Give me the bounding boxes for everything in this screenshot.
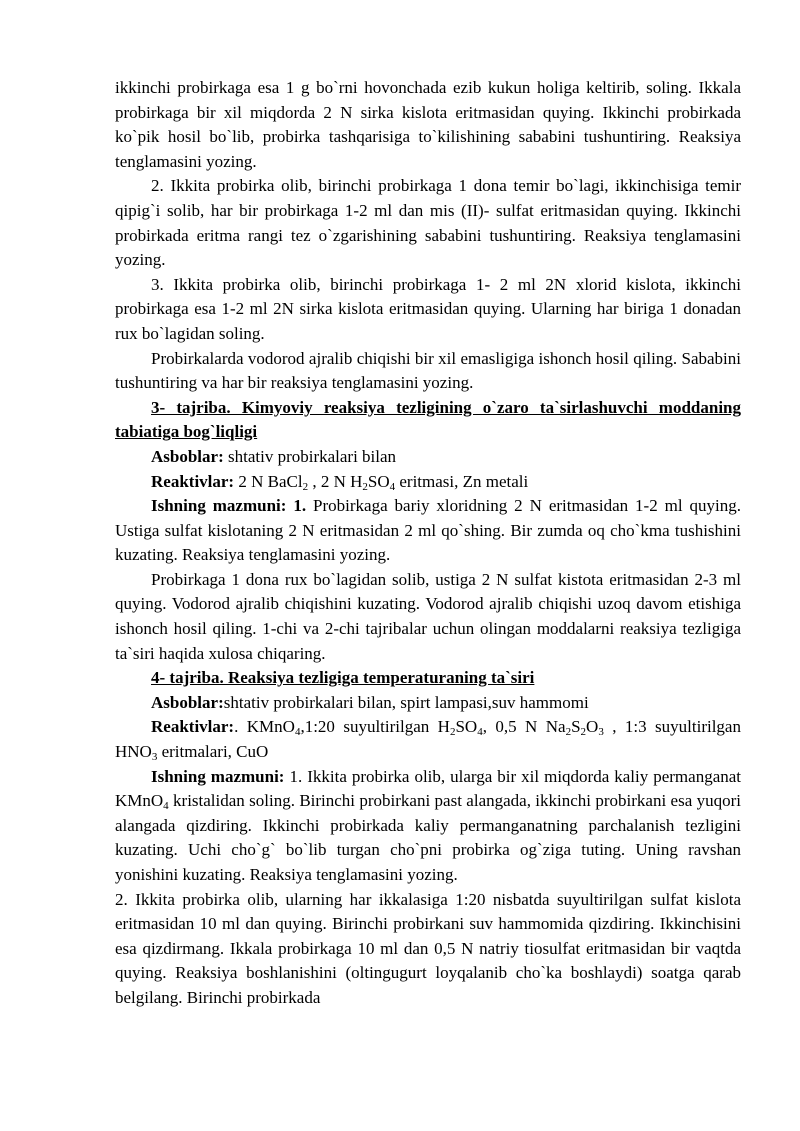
reagent-text: , 1:3 suyultirilgan HNO [115,717,741,762]
subscript: 2 [362,480,368,493]
paragraph-continuation: ikkinchi probirkaga esa 1 g bo`rni hovonchada ezib kukun holiga keltirib, soling. Ikkala probirkaga bir xil miqdorda 2 N sirka kislota eritmasidan quying. Ikkinchi probirkada ko`pik hosil bo`lib, probirka tashqarisiga to`kilishining sababini tushuntiring. Reaksiya tenglamasini yozing. [115,78,741,171]
reagent-text: . KMnO [234,717,295,737]
paragraph-step-2: 2. Ikkita probirka olib, birinchi probirkaga 1 dona temir bo`lagi, ikkinchisiga temir qipig`i solib, har bir probirkaga 1-2 ml dan mis (II)- sulfat eritmasidan quying. Ikkinchi probirkada eritma rangi tez o`zgarishining sababini tushuntiring. Reaksiya tenglamasini yozing. [115,176,741,270]
procedure-label: Ishning mazmuni: [151,766,285,786]
reagents-label: Reaktivlar: [151,471,235,491]
document-page [115,76,741,1011]
subscript: 3 [151,751,158,764]
subscript: 2 [449,726,456,739]
reagent-text: O [586,717,599,737]
equipment-label: Asboblar: [151,446,224,466]
paragraph-step-3: 3. Ikkita probirka olib, birinchi probirkaga 1- 2 ml 2N xlorid kislota, ikkinchi probirkaga esa 1-2 ml 2N sirka kislota eritmasidan quying. Ularning har biriga 1 donadan rux bo`lagidan soling. [115,274,741,343]
procedure-label: Ishning mazmuni: 1. [151,496,307,516]
reagents-label: Reaktivlar: [151,717,235,737]
reagent-text: SO [455,717,478,737]
procedure-text: kristalidan soling. Birinchi probirkani past alangada, ikkinchi probirkani esa yuqori alangada qizdiring. Ikkinchi probirkada kaliy permanganatning parchalanish tezligini kuzating. Uchi cho`g` bo`lib turgan cho`pni probirka og`ziga tuting. Uning ravshan yonishini kuzating. Reaksiya tenglamasini yozing. [115,791,741,884]
equipment-text: shtativ probirkalari bilan [223,446,397,466]
equipment-text: shtativ probirkalari bilan, spirt lampasi,suv hammomi [223,692,589,712]
reagent-text: 2 N BaCl [234,471,303,491]
paragraph-step-2-thiosulfate: 2. Ikkita probirka olib, ularning har ikkalasiga 1:20 nisbatda suyultirilgan sulfat kislota eritmasidan 10 ml dan quying. Birinchi probirkani suv hammomida qizdiring. Ikkinchisini esa qizdirmang. Ikkala probirkaga 10 ml dan 0,5 N natriy tiosulfat eritmasidan bir vaqtda quying. Reaksiya boshlanishini (oltingugurt loyqalanib cho`ka boshlaydi) soatga qarab belgilang. Birinchi probirkada [115,889,741,1007]
procedure-text: 1. Ikkita probirka olib, ularga bir xil miqdorda kaliy permanganat KMnO [115,766,742,811]
procedure-text: Probirkaga bariy xloridning 2 N eritmasidan 1-2 ml quying. Ustiga sulfat kislotaning 2 N eritmasidan 2 ml qo`shing. Bir zumda oq cho`kma tushishini kuzating. Reaksiya tenglamasini yozing. [115,496,741,565]
subscript: 2 [302,480,309,493]
equipment-line-4 [115,691,741,716]
reagents-line-4 [115,715,741,764]
subscript: 4 [477,726,483,739]
heading-experiment-4: 4- tajriba. Reaksiya tezligiga temperaturaning ta`siri [151,668,535,688]
reagents-line-3 [115,470,741,495]
equipment-line-3 [115,445,741,470]
reagent-text: eritmasi, Zn metali [395,471,529,491]
reagent-text: , 0,5 N Na [482,717,566,737]
procedure-paragraph-4 [115,765,741,888]
equipment-label: Asboblar: [151,692,224,712]
reagent-text: S [571,717,581,737]
reagent-text: SO [367,471,390,491]
paragraph-zinc: Probirkaga 1 dona rux bo`lagidan solib, ustiga 2 N sulfat kistota eritmasidan 2-3 ml quying. Vodorod ajralib chiqishini kuzating. Vodorod ajralib chiqishi uzoq davom etishiga ishonch hosil qiling. 1-chi va 2-chi tajribalar uchun olingan moddalarni reaksiya tezligiga ta`siri haqida xulosa chiqaring. [115,569,741,663]
subscript: 4 [294,726,301,739]
subscript: 3 [598,726,604,739]
subscript: 2 [580,726,587,739]
procedure-paragraph-3 [115,494,741,568]
subscript: 2 [565,726,572,739]
subscript: 4 [163,800,169,813]
subscript: 4 [389,480,396,493]
paragraph-hydrogen-note: Probirkalarda vodorod ajralib chiqishi bir xil emasligiga ishonch hosil qiling. Sababini tushuntiring va har bir reaksiya tenglamasini yozing. [115,348,741,393]
reagent-text: , 2 N H [308,471,363,491]
reagent-text: ,1:20 suyultirilgan H [300,717,450,737]
reagent-text: eritmalari, CuO [157,742,269,762]
heading-experiment-3: 3- tajriba. Kimyoviy reaksiya tezligining o`zaro ta`sirlashuvchi moddaning tabiatiga bog`liqligi [115,397,741,442]
